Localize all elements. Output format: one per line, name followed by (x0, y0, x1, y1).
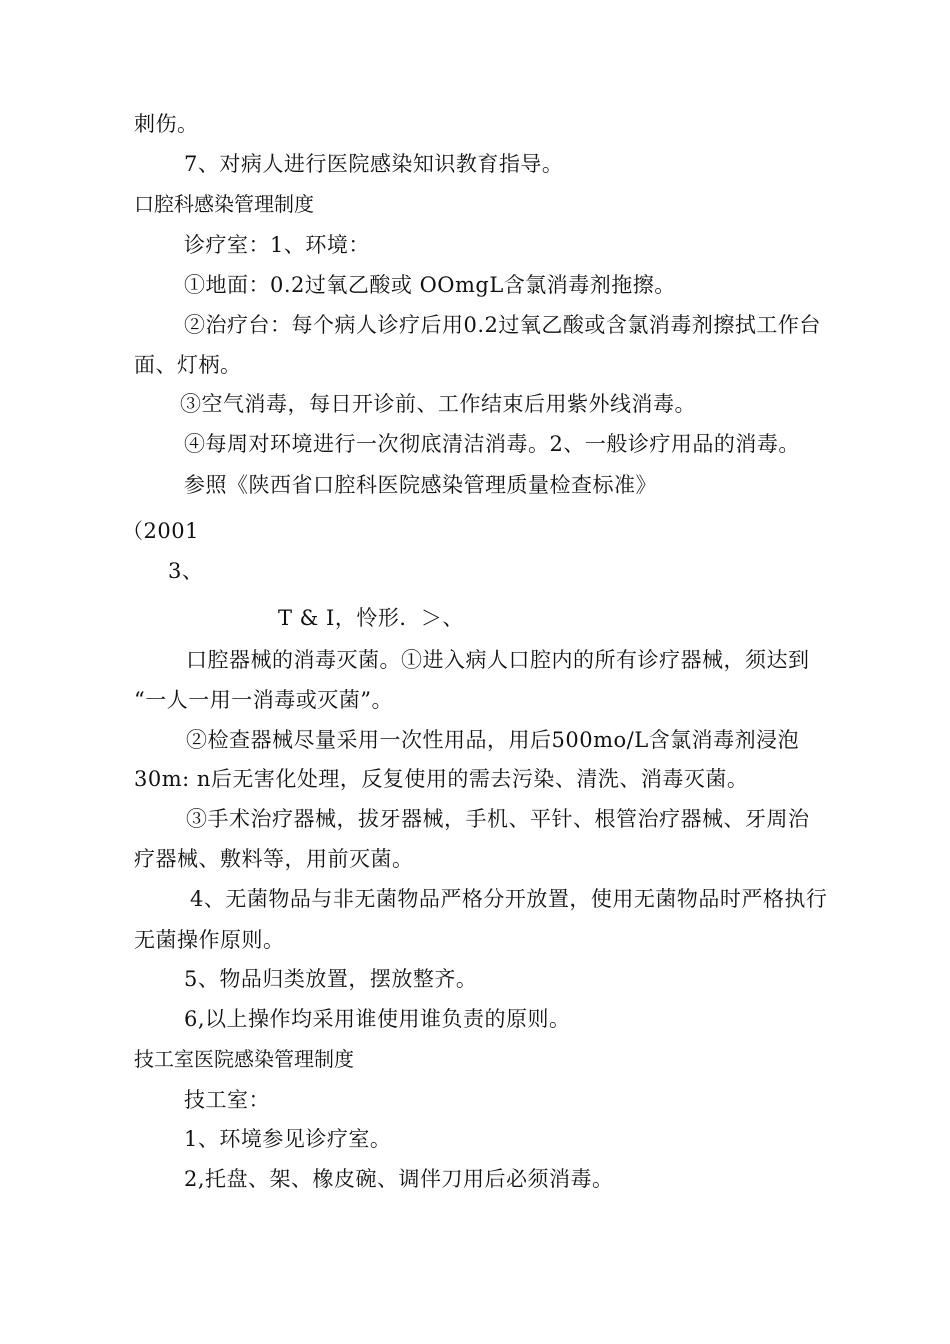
text-line: 技工室： (184, 1088, 270, 1112)
text-line: 2,托盘、架、橡皮碗、调伴刀用后必须消毒。 (184, 1167, 614, 1191)
text-line: 面、灯柄。 (134, 353, 242, 377)
text-line: ③空气消毒，每日开诊前、工作结束后用紫外线消毒。 (180, 392, 696, 416)
text-line: 3、 (168, 559, 204, 583)
text-line: 1、环境参见诊疗室。 (184, 1127, 392, 1151)
text-line: 4、无菌物品与非无菌物品严格分开放置，使用无菌物品时严格执行 (190, 887, 828, 911)
text-line: 刺伤。 (134, 112, 199, 136)
text-line: 7、对病人进行医院感染知识教育指导。 (184, 152, 564, 176)
text-line: ④每周对环境进行一次彻底清洁消毒。2、一般诊疗用品的消毒。 (184, 432, 800, 456)
text-line: 5、物品归类放置，摆放整齐。 (184, 967, 478, 991)
text-line: 口腔器械的消毒灭菌。①进入病人口腔内的所有诊疗器械，须达到 (186, 648, 810, 672)
text-line: 无菌操作原则。 (134, 928, 285, 952)
text-line: 疗器械、敷料等，用前灭菌。 (134, 847, 414, 871)
text-line: ③手术治疗器械，拔牙器械，手机、平针、根管治疗器械、牙周治 (186, 807, 810, 831)
text-line: 6,以上操作均采用谁使用谁负责的原则。 (184, 1007, 571, 1031)
section-heading: 技工室医院感染管理制度 (134, 1047, 354, 1071)
text-line: “一人一用一消毒或灭菌”。 (134, 688, 393, 712)
text-line: 30m: n后无害化处理，反复使用的需去污染、清洗、消毒灭菌。 (134, 767, 749, 791)
text-line: 诊疗室：1、环境： (184, 233, 370, 257)
text-line: ①地面：0.2过氧乙酸或 OOmgL含氯消毒剂拖擦。 (184, 273, 676, 297)
section-heading: 口腔科感染管理制度 (134, 192, 314, 216)
text-line: 参照《陕西省口腔科医院感染管理质量检查标准》 (184, 473, 657, 497)
text-line: ②检查器械尽量采用一次性用品，用后500mo/L含氯消毒剂浸泡 (186, 728, 800, 752)
text-line: ②治疗台：每个病人诊疗后用0.2过氧乙酸或含氯消毒剂擦拭工作台 (184, 313, 821, 337)
text-line: （2001 (122, 519, 199, 543)
text-line: T & I，怜形．＞、 (278, 606, 464, 630)
